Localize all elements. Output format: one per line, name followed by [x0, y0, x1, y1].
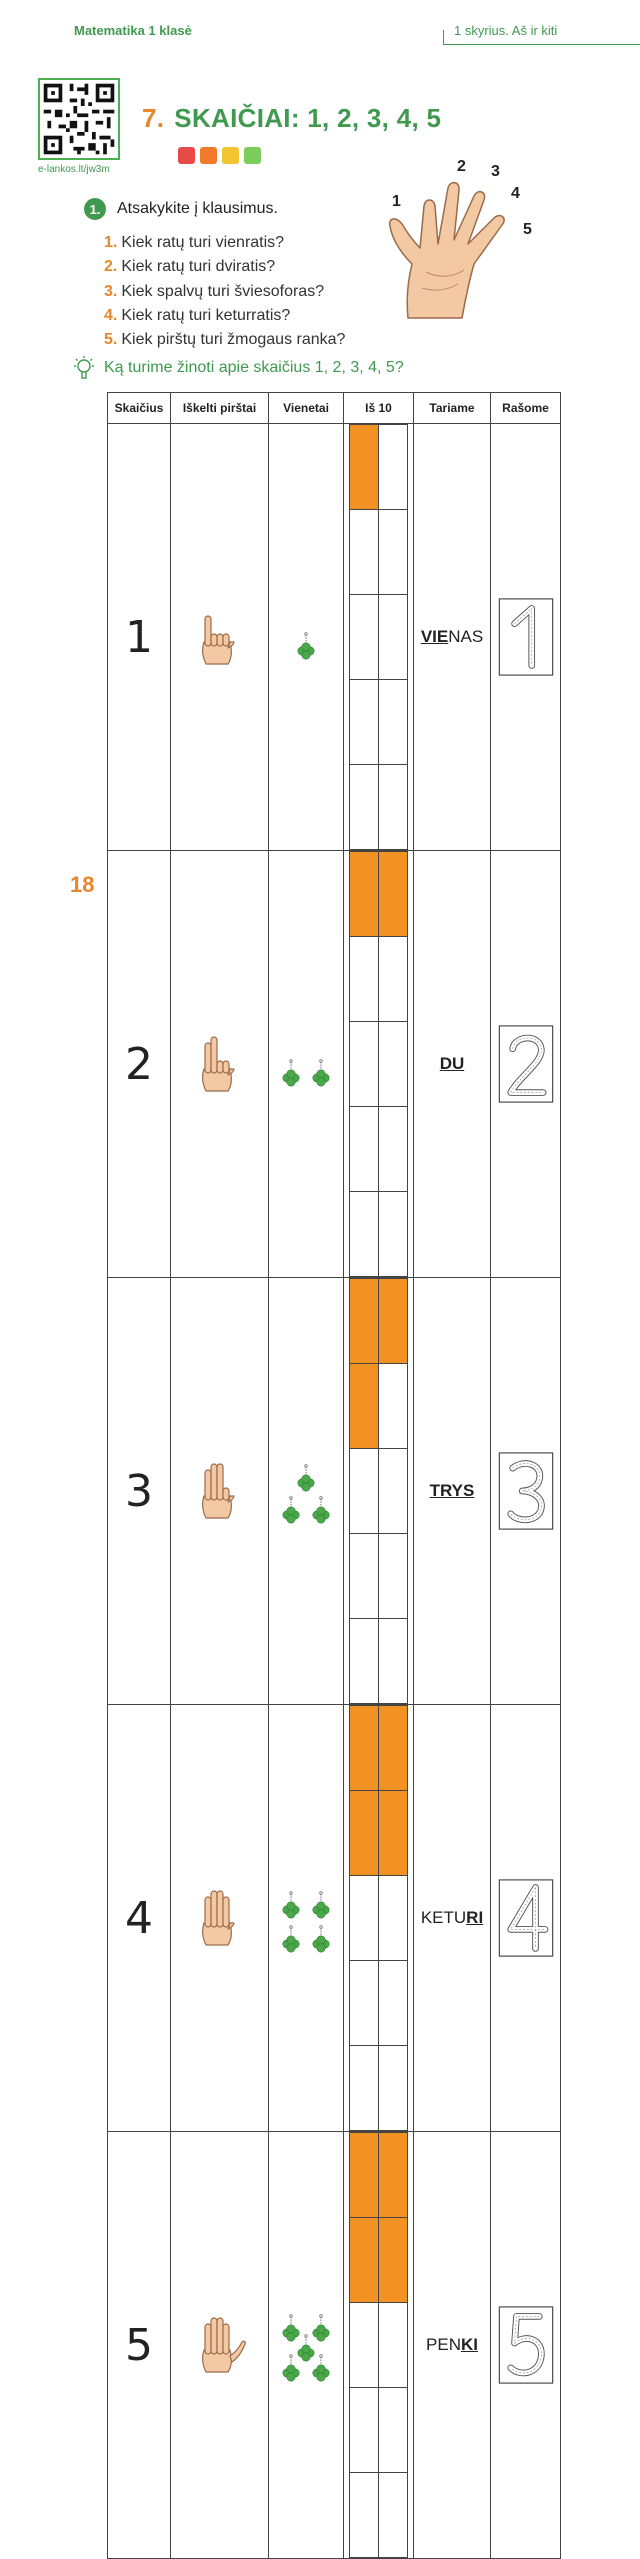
ten-frame-cell	[350, 1791, 379, 1876]
qr-code[interactable]	[38, 78, 120, 160]
ten-frame-cell	[379, 2473, 408, 2558]
ten-frame-cell-wrap	[344, 424, 414, 851]
raised-fingers-icon	[190, 602, 250, 672]
clover-units-icon	[269, 2305, 343, 2385]
header-book-title: Matematika 1 klasė	[74, 23, 192, 38]
difficulty-dot-red	[178, 147, 195, 164]
fingers-cell	[171, 1705, 269, 2132]
number-value: 2	[125, 1038, 153, 1090]
ten-frame-cell	[379, 680, 408, 765]
ten-frame-cell	[379, 1279, 408, 1364]
key-question-text: Ką turime žinoti apie skaičius 1, 2, 3, 4, 5?	[104, 359, 404, 376]
units-cell	[269, 1705, 344, 2132]
ten-frame-cell	[379, 510, 408, 595]
key-question	[70, 355, 404, 381]
finger-label-5: 5	[523, 221, 532, 238]
number-cell	[108, 1705, 171, 2132]
column-header: Tariame	[414, 393, 491, 424]
ten-frame-cell	[379, 2218, 408, 2303]
digit-tracing-icon	[497, 2305, 555, 2385]
units-cell	[269, 424, 344, 851]
ten-frame-cell	[350, 2473, 379, 2558]
raised-fingers-icon	[190, 1456, 250, 1526]
writing-cell	[491, 1278, 561, 1705]
number-cell	[108, 851, 171, 1278]
ten-frame-cell	[379, 1364, 408, 1449]
column-header: Vienetai	[269, 393, 344, 424]
writing-cell	[491, 1705, 561, 2132]
word-rest-part: KETU	[420, 1908, 467, 1927]
table-header-row	[108, 393, 561, 424]
number-word	[430, 1481, 475, 1500]
writing-cell	[491, 2132, 561, 2559]
raised-fingers-icon	[190, 1029, 250, 1099]
question-item: 3. Kiek spalvų turi šviesoforas?	[104, 282, 325, 300]
number-word	[421, 627, 483, 646]
number-word	[426, 2335, 478, 2354]
finger-label-2: 2	[457, 158, 466, 175]
column-header: Iškelti pirštai	[171, 393, 269, 424]
ten-frame-cell	[379, 1876, 408, 1961]
numbers-table	[107, 392, 561, 2559]
units-cell	[269, 851, 344, 1278]
qr-code-icon	[40, 80, 118, 158]
ten-frame-cell	[379, 1619, 408, 1704]
ten-frame-cell	[350, 1364, 379, 1449]
ten-frame-cell	[350, 595, 379, 680]
ten-frame-cell	[350, 2303, 379, 2388]
ten-frame-cell	[379, 1534, 408, 1619]
ten-frame	[349, 1705, 408, 2131]
ten-frame-cell	[379, 2133, 408, 2218]
word-stressed-part: KI	[460, 2335, 478, 2354]
word-cell	[414, 1705, 491, 2132]
number-word	[421, 1908, 483, 1927]
question-list	[104, 231, 345, 352]
clover-units-icon	[269, 597, 343, 677]
word-stressed-part: DU	[439, 1054, 465, 1073]
number-value: 3	[125, 1465, 153, 1517]
column-header: Rašome	[491, 393, 561, 424]
lightbulb-icon	[70, 355, 98, 381]
ten-frame-cell	[379, 1706, 408, 1791]
ten-frame-cell	[350, 2133, 379, 2218]
ten-frame-cell	[379, 852, 408, 937]
word-stressed-part: RI	[466, 1908, 484, 1927]
lesson-number: 7.	[142, 103, 165, 133]
clover-units-icon	[269, 1024, 343, 1104]
word-cell	[414, 2132, 491, 2559]
difficulty-dot-orange	[200, 147, 217, 164]
table-row	[108, 1705, 561, 2132]
ten-frame-cell	[379, 937, 408, 1022]
ten-frame-cell	[379, 1449, 408, 1534]
clover-units-icon	[269, 1878, 343, 1958]
ten-frame-cell	[379, 1107, 408, 1192]
ten-frame-cell	[350, 2388, 379, 2473]
number-cell	[108, 424, 171, 851]
ten-frame-cell	[350, 680, 379, 765]
ten-frame-cell	[379, 2388, 408, 2473]
header-underline	[443, 44, 640, 45]
column-header: Iš 10	[344, 393, 414, 424]
ten-frame-cell	[379, 1192, 408, 1277]
table-row	[108, 1278, 561, 1705]
ten-frame	[349, 424, 408, 850]
number-cell	[108, 2132, 171, 2559]
ten-frame-cell	[379, 765, 408, 850]
column-header: Skaičius	[108, 393, 171, 424]
header-divider	[443, 30, 444, 44]
table-row	[108, 851, 561, 1278]
ten-frame-cell	[350, 1279, 379, 1364]
number-value: 1	[125, 611, 153, 663]
difficulty-dot-yellow	[222, 147, 239, 164]
ten-frame	[349, 851, 408, 1277]
ten-frame-cell	[350, 1961, 379, 2046]
finger-label-3: 3	[491, 163, 500, 180]
fingers-cell	[171, 851, 269, 1278]
lesson-title	[142, 103, 441, 134]
ten-frame-cell	[350, 1107, 379, 1192]
question-item: 2. Kiek ratų turi dviratis?	[104, 258, 276, 276]
finger-label-1: 1	[392, 193, 401, 210]
ten-frame-cell	[350, 1022, 379, 1107]
number-value: 4	[125, 1892, 153, 1944]
fingers-cell	[171, 2132, 269, 2559]
open-hand-illustration	[378, 168, 528, 328]
number-word	[440, 1054, 465, 1073]
ten-frame-cell	[379, 595, 408, 680]
digit-tracing-icon	[497, 1878, 555, 1958]
ten-frame	[349, 2132, 408, 2558]
units-cell	[269, 1278, 344, 1705]
table-row	[108, 2132, 561, 2559]
lesson-title-text: SKAIČIAI: 1, 2, 3, 4, 5	[174, 103, 442, 133]
word-rest-part: NAS	[448, 627, 484, 646]
word-cell	[414, 1278, 491, 1705]
ten-frame-cell	[350, 2046, 379, 2131]
ten-frame-cell	[350, 1192, 379, 1277]
digit-tracing-icon	[497, 1024, 555, 1104]
ten-frame-cell	[379, 2046, 408, 2131]
page-number: 18	[70, 872, 95, 897]
clover-units-icon	[269, 1451, 343, 1531]
word-rest-part: PEN	[426, 2335, 461, 2354]
ten-frame-cell-wrap	[344, 2132, 414, 2559]
fingers-cell	[171, 1278, 269, 1705]
ten-frame-cell	[350, 1449, 379, 1534]
ten-frame-cell	[350, 1534, 379, 1619]
ten-frame-cell	[350, 1706, 379, 1791]
task-number-badge: 1.	[84, 198, 106, 220]
word-stressed-part: VIE	[420, 627, 449, 646]
difficulty-indicator	[178, 147, 261, 164]
ten-frame-cell-wrap	[344, 1705, 414, 2132]
ten-frame-cell-wrap	[344, 851, 414, 1278]
finger-label-4: 4	[511, 185, 520, 202]
word-cell	[414, 851, 491, 1278]
header-chapter-title: 1 skyrius. Aš ir kiti	[454, 23, 558, 38]
word-cell	[414, 424, 491, 851]
number-cell	[108, 1278, 171, 1705]
ten-frame-cell-wrap	[344, 1278, 414, 1705]
ten-frame-cell	[379, 1022, 408, 1107]
ten-frame-cell	[350, 937, 379, 1022]
writing-cell	[491, 424, 561, 851]
ten-frame-cell	[350, 510, 379, 595]
ten-frame	[349, 1278, 408, 1704]
digit-tracing-icon	[497, 597, 555, 677]
ten-frame-cell	[350, 852, 379, 937]
ten-frame-cell	[350, 1876, 379, 1961]
raised-fingers-icon	[190, 1883, 250, 1953]
task-instruction: Atsakykite į klausimus.	[117, 200, 278, 217]
question-item: 1. Kiek ratų turi vienratis?	[104, 234, 285, 251]
number-value: 5	[125, 2319, 153, 2371]
word-stressed-part: TRYS	[429, 1481, 475, 1500]
ten-frame-cell	[379, 1961, 408, 2046]
fingers-cell	[171, 424, 269, 851]
writing-cell	[491, 851, 561, 1278]
units-cell	[269, 2132, 344, 2559]
ten-frame-cell	[350, 1619, 379, 1704]
ten-frame-cell	[350, 2218, 379, 2303]
raised-fingers-icon	[190, 2310, 250, 2380]
difficulty-dot-green	[244, 147, 261, 164]
ten-frame-cell	[379, 425, 408, 510]
ten-frame-cell	[379, 2303, 408, 2388]
ten-frame-cell	[350, 425, 379, 510]
qr-link-text[interactable]: e-lankos.lt/jw3m	[38, 164, 110, 175]
question-item: 5. Kiek pirštų turi žmogaus ranka?	[104, 331, 346, 349]
table-row	[108, 424, 561, 851]
ten-frame-cell	[350, 765, 379, 850]
ten-frame-cell	[379, 1791, 408, 1876]
digit-tracing-icon	[497, 1451, 555, 1531]
question-item: 4. Kiek ratų turi keturratis?	[104, 306, 291, 324]
